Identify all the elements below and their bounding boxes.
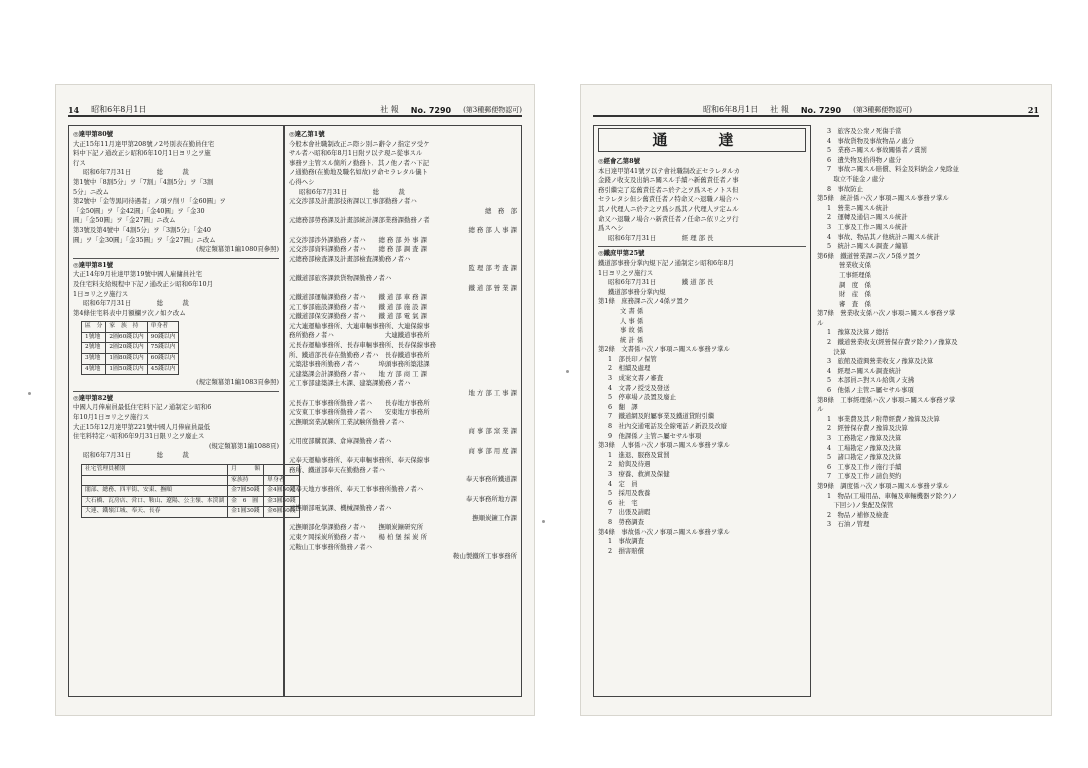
left-column-1 [68,125,296,697]
text-line: 第8條 工事經理係ハ次ノ事項ニ關スル事務ヲ掌 [817,395,956,404]
text-line: 第7條 營業收支係ハ次ノ事項ニ關スル事務ヲ掌 [817,309,956,318]
table-cell: 単身者 [147,322,179,333]
text-line: 金錢ノ收支及出納ニ關スル手續ハ新舊責任者ノ事 [598,176,739,185]
indented-line: 9 他課係ノ主管ニ屬セサル事項 [608,431,702,440]
text-line: 及住宅料支給規程中下記ノ通改正シ昭和6年10月 [73,279,214,288]
table-cell: 區 分 [82,322,106,333]
table-row [82,322,179,333]
text-line: 住宅料特定ハ昭和6年9月31日限リ之ヲ廢止ス [73,432,205,441]
text-line: 1日ヨリ之ヲ施行ス [73,289,129,298]
indented-line: 昭和6年7月31日 鐵 道 部 長 [608,278,714,287]
right-aligned-line: 地 方 部 工 事 課 [468,389,517,398]
text-line: 料中下記ノ通改正シ昭和6年10月1日ヨリ之ヲ施 [73,149,211,158]
section-title: 通 達 [598,128,806,152]
text-line: 5分」ニ改ム [73,187,110,196]
right-aligned-line: 鞍山製鐵所工事事務所 [453,552,517,561]
indented-line: 5 統計ニ關スル調査ノ編纂 [827,242,908,251]
left-column-2 [284,125,522,697]
text-line: 務所勤務ノ者ハ 大連鐵道事務所 [289,331,430,340]
notice-heading: ◎達乙第1號 [289,130,325,138]
indented-line: 1 進退、服務及賞罰 [608,450,670,459]
text-line: 務所、鐵道部奉天在勤勤務ノ者ハ [289,465,385,474]
table-cell: 閣部、總務、四平街、安東、撫順 [82,486,228,497]
text-line: 元總務部檢査課及計畫部檢査課勤務ノ者ハ [289,254,411,263]
table-cell: 4號地 [82,364,106,375]
indented-line: 4 經理ニ關スル調査統計 [827,366,902,375]
text-line: 中國人月俸雇員最低住宅料下記ノ通制定シ昭和6 [73,403,212,412]
right-aligned-line: 總 務 部 人 事 課 [468,225,517,234]
indented-line: 7 鐵道網及附屬事業及鐵道貸附引繼 [608,412,715,421]
left-page [55,84,535,716]
text-line: 第1號中「8割5分」ヲ「7割」「4割5分」ヲ「3割 [73,177,214,186]
text-line: 元築港事務所勤務ノ者ハ 埠頭事務所築港課 [289,360,430,369]
indented-line: 取立不能金ノ處分 [827,174,885,183]
text-line: 元撫順部電氣課、機械課勤務ノ者ハ [289,504,392,513]
text-line: 元鐵道部運輸課勤務ノ者ハ 鐵 道 部 車 務 課 [289,293,427,302]
text-line: 第2號中「金等黒同待遇者」ノ項ヲ削リ「金60圓」ヲ [73,197,226,206]
right-column-2 [813,125,1047,697]
indented-line: 3 旅館及遊興營業收支ノ豫算及決算 [827,357,934,366]
indented-line: 下回シ)ノ集配及保管 [827,501,894,510]
table-cell: 3號地 [82,354,106,365]
indented-line: 決算 [827,347,847,356]
text-line: 元奉天地方事務所、奉天工事事務所勤務ノ者ハ [289,484,424,493]
text-line: 本日達甲第41號ヲ以テ會社職制改正セラレタルカ [598,166,741,175]
indented-line: 3 石油ノ管理 [827,520,870,529]
page-number: 14 [68,105,80,115]
indented-line: 4 定 員 [608,479,638,488]
issue-number: No. 7290 [410,106,452,115]
text-line: 大正15年12月達甲第221號中國人月俸雇員最低 [73,422,211,431]
text-line: 元鐵道部旅客課鉄貨物課勤務ノ者ハ [289,273,392,282]
scan-speck [566,370,569,373]
text-line: ノ通勤務(在勤地及職名如故)ヲ命セラレタル儀ト [289,168,428,177]
text-line: 元安東工事事務所勤務ノ者ハ 安東地方事務所 [289,408,430,417]
text-line: 元長春運輸事務所、長春車輛事務所、長春保線事務 [289,341,436,350]
table-cell: 大連、鐵嶺江城、奉天、長春 [82,507,228,518]
text-line: ル [817,318,824,327]
indented-line: 統 計 係 [620,335,644,344]
right-page [580,84,1052,716]
notice-heading: ◎達甲第80號 [73,130,114,138]
gazette-name: 社 報 [380,105,399,114]
text-line: 第1條 庶務課ニ次ノ4係ヲ置ク [598,297,690,306]
table-cell: 90錢以内 [147,332,179,343]
header-date: 昭和6年8月1日 [91,105,147,114]
indented-line: 1 事故調査 [608,537,645,546]
indented-line: 營業收支係 [839,261,871,270]
indented-line: 2 相續及處理 [608,364,651,373]
text-line: 第3條 人事係ハ次ノ事項ニ關スル事務ヲ掌ル [598,441,730,450]
indented-line: 財 産 係 [839,290,871,299]
table-cell: 単身者 [264,475,299,486]
indented-line: 3 療養、救濟及保健 [608,470,670,478]
indented-line: 昭和6年7月31日 総 裁 [83,299,189,308]
indented-line: 工事經理係 [839,270,871,279]
text-line: 元交渉部及計畫部技術課以工事部勤務ノ者ハ [289,197,417,206]
indented-line: 5 業務ニ關スル事故關係者ノ賞罰 [827,146,927,155]
text-line: 元用度部購買課、倉庫課勤務ノ者ハ [289,437,392,445]
text-line: 元建築課会計課勤務ノ者ハ 地 方 部 商 工 課 [289,369,427,378]
indented-line: 1 事業費及其ノ附帶經費ノ豫算及決算 [827,414,940,423]
indented-line: 文 書 係 [620,306,644,315]
text-line: 第5條 統計係ハ次ノ事項ニ關スル事務ヲ掌ル [817,194,949,203]
indented-line: 調 度 係 [839,280,871,289]
right-aligned-line: 鐵 道 部 營 業 課 [468,283,517,292]
right-aligned-line: 撫順炭鑛工作課 [472,513,517,522]
text-line: サル者ハ昭和6年8月1日附ヲ以テ現ニ從事スル [289,149,423,158]
postal-note: (第3種郵便物認可) [853,106,913,114]
gazette-name: 社 報 [770,105,789,114]
left-page-header [68,101,522,117]
indented-line: 昭和6年7月31日 総 裁 [83,168,189,177]
text-line: 命又ハ退職ノ場合ハ新責任者ノ任命ニ依リ之ヲ行 [598,214,739,223]
indented-line: 昭和6年7月31日 經 理 部 長 [608,233,714,242]
table-cell: 60錢以内 [147,354,179,365]
indented-line: 8 社內交通電話及全線電話ノ新設及改廢 [608,422,728,431]
notice-heading: ◎達甲第82號 [73,391,279,404]
table-row [82,465,300,476]
indented-line: 4 文書ノ授受及發送 [608,383,670,392]
text-line: 元長春工事事務所勤務ノ者ハ 長春地方事務所 [289,398,430,407]
indented-line: 4 事故、物品其ノ他統計ニ關スル統計 [827,232,940,241]
indented-line: 6 他係ノ主管ニ屬セサル事項 [827,386,914,395]
indented-line: 4 工場勘定ノ豫算及決算 [827,443,902,452]
indented-line: 1 物品(工場用品、車輛及車輛機器ヲ除ク)ノ [827,491,958,500]
issue-number: No. 7290 [800,106,842,115]
table-cell: 金4圓50錢 [264,486,299,497]
text-line: 今般本會社職制改正ニ際シ別ニ辭令ノ指定ヲ受ケ [289,139,430,148]
table-row [82,332,179,343]
table-row [82,343,179,354]
indented-line: 事 故 係 [620,326,644,335]
table-cell: 月 額 [228,465,264,476]
table-cell: 2圓20錢以内 [106,343,147,354]
table-cell: 社宅管理員種別 [82,465,228,476]
indented-line: 鐵道部事務分掌內規 [608,287,666,296]
text-line: 元工事部施設課勤務ノ者ハ 鐵 道 部 施 設 課 [289,302,427,311]
text-line: 元鐵道部保安課勤務ノ者ハ 鐵 道 部 電 氣 課 [289,312,427,321]
text-line: 元奉天運輸事務所、奉天車輛事務所、奉天保線事 [289,456,430,465]
right-page-header [593,101,1039,117]
indented-line: 昭和6年7月31日 総 裁 [299,187,405,196]
table-cell: 金6圓50錢 [264,507,299,518]
text-line: 年10月1日ヨリ之ヲ施行ス [73,413,150,422]
indented-line: 2 經營保存費ノ豫算及決算 [827,424,908,433]
right-aligned-line: 商 事 部 窯 業 課 [468,427,517,436]
indented-line: 6 翻 譯 [608,402,638,411]
text-line: 第4條 事故係ハ次ノ事項ニ關スル事務ヲ掌ル [598,527,730,536]
table-cell: 2號地 [82,343,106,354]
table-row [82,475,300,486]
text-line: 元交渉部資料課勤務ノ者ハ 總 務 部 調 査 課 [289,245,427,254]
indented-line: 7 事故ニ關スル賠償、料金及料納金ノ免除並 [827,165,959,174]
indented-line: 審 査 係 [839,299,871,308]
indented-line: 5 本部員ニ對スル給與ノ支拂 [827,376,915,385]
indented-line: 6 社 宅 [608,498,638,507]
text-line: ル [817,405,824,414]
text-line: 第4條住宅料表中月額欄ヲ次ノ如ク改ム [73,308,186,317]
table-row [82,354,179,365]
text-line: 元撫順窯業試験所工業試験所勤務ノ者ハ [289,417,405,426]
text-line: 爲スヘシ [598,224,624,233]
indented-line: 4 事故貨物及事故物品ノ處分 [827,136,915,145]
table-cell: 45錢以内 [147,364,179,375]
data-table [81,321,179,375]
text-line: 第3號及第4號中「4割5分」ヲ「3割5分」「金40 [73,225,211,234]
scan-speck [28,392,31,395]
indented-line: 5 諸口勘定ノ豫算及決算 [827,453,902,462]
table-cell: 1圓80錢以内 [106,354,147,365]
right-aligned-line: (規定類纂第1編1083頁參照) [196,378,279,387]
text-line: 所、鐵道部長春在勤勤務ノ者ハ 長春鐵道事務所 [289,350,430,359]
indented-line: 2 運轉及通信ニ關スル統計 [827,213,908,222]
table-row [82,364,179,375]
table-cell: 家族持 [228,475,264,486]
table-row [82,496,300,507]
table-row [82,486,300,497]
notice-heading: ◎達甲第81號 [73,258,279,271]
text-line: 大正14年9月社達甲第19號中國人雇傭員社宅 [73,270,202,279]
text-line: 元大連運輸事務所、大連車輛事務所、大連保線事 [289,321,430,330]
table-cell: 金3圓50錢 [264,496,299,507]
indented-line: 2 物品ノ補修及檢査 [827,510,889,519]
indented-line: 7 出張及請暇 [608,508,651,517]
text-line: 心得ヘシ [289,177,315,186]
text-line: セラレタシ但シ舊責任者ノ特命又ハ退職ノ場合ハ [598,195,739,204]
text-line: 元鞍山工事事務所勤務ノ者ハ [289,542,373,551]
text-line: 第6條 鐵道營業課ニ次ノ5係ヲ置ク [817,251,921,260]
text-line: 鐵道部事務分掌內規下記ノ通制定シ昭和6年8月 [598,258,734,267]
indented-line: 3 旅客及公衆ノ死傷手當 [827,127,902,135]
text-line: 行ス [73,158,86,167]
indented-line: 3 工務勘定ノ豫算及決算 [827,434,902,442]
table-cell: 金 6 圓 [228,496,264,507]
indented-line: 1 部長印ノ保管 [608,354,657,363]
text-line: 圓」「金50圓」ヲ「金27圓」ニ改ム [73,216,176,225]
indented-line: 1 營業ニ關スル統計 [827,203,889,212]
text-line: 元撫順部化學課勤務ノ者ハ 撫順炭鑛研究所 [289,523,424,532]
text-line: 務引繼完了迄舊責任者ニ於テ之ヲ爲スモノトス但 [598,185,739,194]
table-cell: 2圓60錢以内 [106,332,147,343]
indented-line: 8 勞務調查 [608,517,645,526]
table-cell: 75錢以内 [147,343,179,354]
indented-line: 3 工事及工作ニ關スル統計 [827,222,908,231]
text-line: 元總務部勞務課及計畫部統計課部業務課勤務ノ者 [289,216,430,225]
indented-line: 2 鐵道營業收支(經營保存費ヲ除ク)ノ豫算及 [827,338,958,347]
indented-line: 昭和6年7月31日 総 裁 [83,451,189,460]
table-cell: 大石橋、瓦房店、営口、鞍山、遼陽、公主嶺、本渓湖 [82,496,228,507]
indented-line: 人 事 係 [620,316,644,325]
indented-line: 7 工事及工作ノ請負契約 [827,472,902,481]
right-aligned-line: (規定類纂第1編1080頁參照) [196,245,279,254]
indented-line: 6 工事及工作ノ施行手續 [827,462,902,471]
text-line: 元工事部建築課土木課、建築課勤務ノ者ハ [289,379,411,388]
table-cell: 家 族 持 [106,322,147,333]
table-cell: 金7圓50錢 [228,486,264,497]
text-line: 元東ケ岡採炭所勤務ノ者ハ 楊 柏 堡 採 炭 所 [289,532,427,541]
header-date: 昭和6年8月1日 [703,105,759,114]
postal-note: (第3種郵便物認可) [463,106,522,114]
text-line: 圓」ヲ「金30圓」「金35圓」ヲ「金27圓」ニ改ム [73,235,216,244]
indented-line: 5 採用及敎養 [608,489,651,498]
page-number: 21 [1027,105,1039,115]
text-line: 第9條 調度係ハ次ノ事項ニ關スル事務ヲ掌ル [817,481,949,490]
indented-line: 8 事故防止 [827,184,864,193]
indented-line: 3 成案文書ノ審査 [608,374,664,383]
right-column-1 [598,155,806,556]
text-line: 「金50圓」ヲ「金42圓」「金40圓」ヲ「金30 [73,206,205,215]
right-aligned-line: 奉天事務所地方課 [465,494,517,503]
indented-line: 5 停車場ノ設置及廢止 [608,393,676,402]
right-column-1-wrap [593,125,811,697]
text-line: 其ノ代理人ニ於テ之ヲ爲シ爲其ノ代理人ヲ定ムル [598,204,739,213]
text-line: 大正15年11月達甲第208號ノ2号別表在勤員住宅 [73,139,215,148]
text-line: 1日ヨリ之ヲ施行ス [598,268,654,277]
table-cell: 1號地 [82,332,106,343]
right-aligned-line: 總 務 部 [485,206,517,215]
table-cell: 金1圓30錢 [228,507,264,518]
indented-line: 2 給與及待遇 [608,460,651,469]
text-line: 第2條 文書係ハ次ノ事項ニ關スル事務ヲ掌ル [598,345,730,354]
table-cell [82,475,228,486]
table-row [82,507,300,518]
notice-heading: ◎鐵庶甲第25號 [598,246,806,259]
indented-line: 6 遺失物及拾得物ノ處分 [827,155,902,164]
indented-line: 2 損害賠償 [608,546,645,555]
notice-heading: ◎經會乙第8號 [598,157,640,165]
indented-line: 1 豫算及決算ノ總括 [827,328,889,337]
scan-speck [542,520,545,523]
table-cell: 1圓50錢以内 [106,364,147,375]
right-aligned-line: 奉天事務所鐵道課 [465,475,517,484]
text-line: 元交渉部渉外課勤務ノ者ハ 總 務 部 外 事 課 [289,235,427,244]
text-line: 事務ヲ主管スル箇所ノ勤務ト．其ノ他ノ者ハ下記 [289,158,430,167]
right-aligned-line: 商 事 部 用 度 課 [468,446,517,455]
right-aligned-line: (規定類纂第1編1088頁) [208,441,279,450]
right-aligned-line: 監 理 部 考 査 課 [468,264,517,273]
data-table [81,464,300,518]
